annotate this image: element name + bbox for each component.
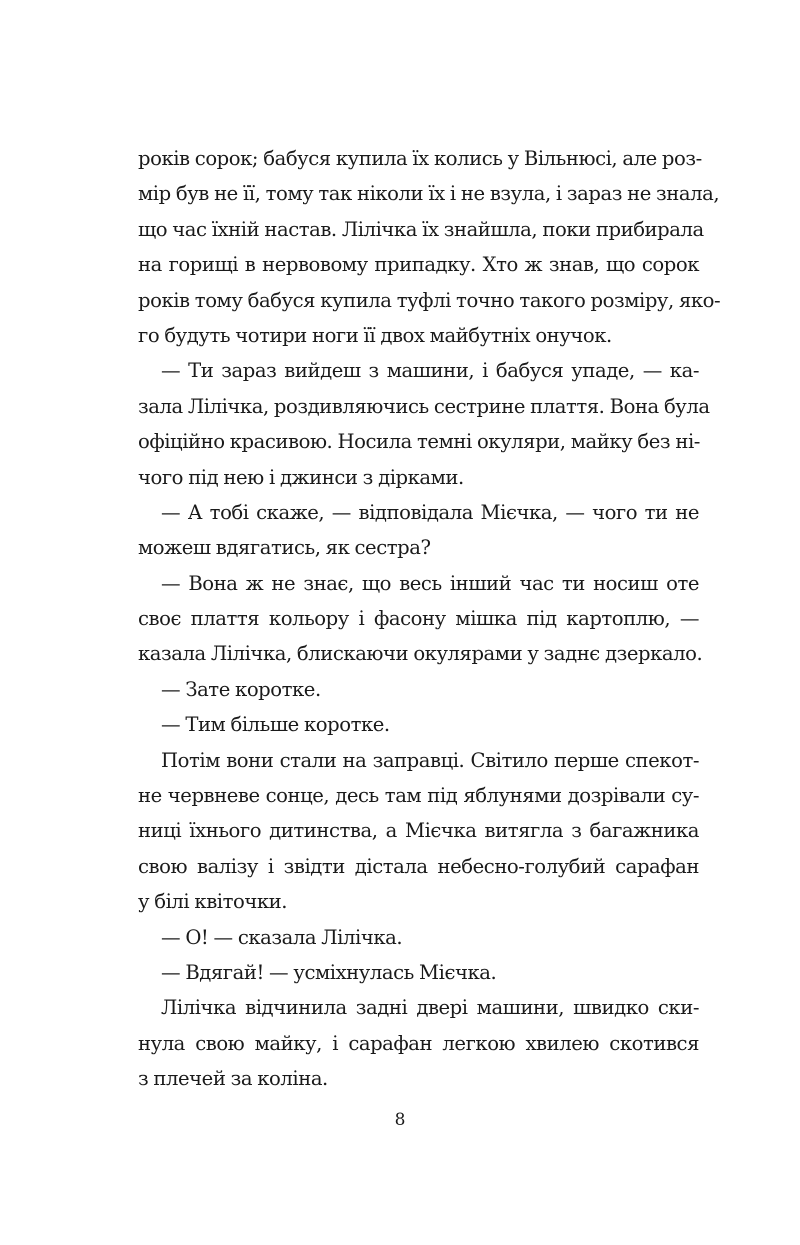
text-line: го будуть чотири ноги її двох майбутніх онучок. <box>138 323 612 347</box>
paragraph <box>138 707 699 742</box>
text-line: своє плаття кольору і фасону мішка під картоплю, — <box>138 607 699 631</box>
body-text <box>138 141 721 1097</box>
text-line: — Вдягай! — усміхнулась Мієчка. <box>161 960 497 984</box>
paragraph <box>138 353 710 495</box>
paragraph <box>138 955 699 990</box>
text-line: — А тобі скаже, — відповідала Мієчка, — чого ти не <box>161 500 699 524</box>
text-line: свою валізу і звідти дістала небесно-голубий сарафан <box>138 854 699 878</box>
text-line: на горищі в нервовому припадку. Хто ж знав, що сорок <box>138 253 699 277</box>
paragraph <box>138 141 721 353</box>
text-line: що час їхній настав. Лілічка їх знайшла, поки прибирала <box>138 217 704 241</box>
paragraph <box>138 672 699 707</box>
page-number: 8 <box>394 1110 406 1130</box>
text-line: офіційно красивою. Носила темні окуляри, майку без ні- <box>138 430 700 454</box>
paragraph <box>138 495 699 566</box>
text-line: — Зате коротке. <box>161 677 321 701</box>
text-line: — О! — сказала Лілічка. <box>161 925 403 949</box>
text-line: Лілічка відчинила задні двері машини, швидко ски- <box>161 996 699 1020</box>
text-line: років тому бабуся купила туфлі точно такого розміру, яко- <box>138 288 721 312</box>
text-line: з плечей за коліна. <box>138 1067 328 1091</box>
text-line: — Вона ж не знає, що весь інший час ти носиш оте <box>161 571 699 595</box>
paragraph <box>138 990 699 1096</box>
paragraph <box>138 566 703 672</box>
text-line: не червневе сонце, десь там під яблунями дозрівали су- <box>138 784 699 808</box>
text-line: мір був не її, тому так ніколи їх і не взула, і зараз не знала, <box>138 182 720 206</box>
text-line: Потім вони стали на заправці. Світило перше спекот- <box>161 748 699 772</box>
paragraph <box>138 743 699 920</box>
text-line: — Ти зараз вийдеш з машини, і бабуся упаде, — ка- <box>161 359 699 383</box>
text-line: зала Лілічка, роздивляючись сестрине плаття. Вона була <box>138 394 710 418</box>
paragraph <box>138 920 699 955</box>
text-line: — Тим більше коротке. <box>161 713 390 737</box>
text-line: можеш вдягатись, як сестра? <box>138 536 431 560</box>
text-line: чого під нею і джинси з дірками. <box>138 465 464 489</box>
text-line: у білі квіточки. <box>138 890 288 914</box>
text-line: років сорок; бабуся купила їх колись у Вільнюсі, але роз- <box>138 147 702 170</box>
text-line: нула свою майку, і сарафан легкою хвилею скотився <box>138 1031 699 1055</box>
text-line: ниці їхнього дитинства, а Мієчка витягла з багажника <box>138 819 699 843</box>
text-line: казала Лілічка, блискаючи окулярами у заднє дзеркало. <box>138 642 703 666</box>
